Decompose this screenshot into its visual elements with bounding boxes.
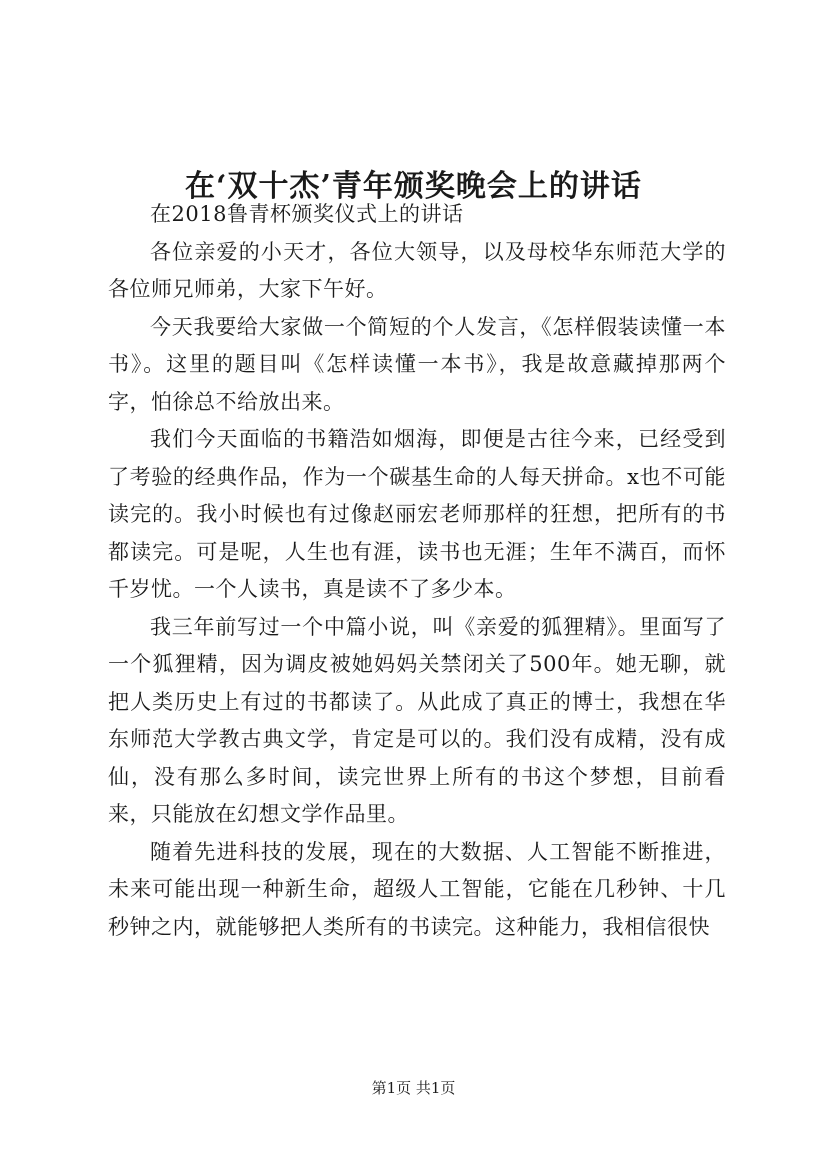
paragraph-topic: 今天我要给大家做一个简短的个人发言，《怎样假装读懂一本书》。这里的题目叫《怎样读懂一本书》，我是故意藏掉那两个字，怕徐总不给放出来。 xyxy=(108,314,726,414)
paragraph-greeting: 各位亲爱的小天才，各位大领导，以及母校华东师范大学的各位师兄师弟，大家下午好。 xyxy=(108,239,726,301)
paragraph-ai: 随着先进科技的发展，现在的大数据、人工智能不断推进，未来可能出现一种新生命，超级人工智能，它能在几秒钟、十几秒钟之内，就能够把人类所有的书读完。这种能力，我相信很快 xyxy=(108,839,726,939)
paragraph-books: 我们今天面临的书籍浩如烟海，即便是古往今来，已经受到了考验的经典作品，作为一个碳基生命的人每天拼命。x也不可能读完的。我小时候也有过像赵丽宏老师那样的狂想，把所有的书都读完。可是呢，人生也有涯，读书也无涯；生年不满百，而怀千岁忧。一个人读书，真是读不了多少本。 xyxy=(108,427,726,601)
paragraph-subtitle: 在2018鲁青杯颁奖仪式上的讲话 xyxy=(150,202,464,226)
page-number-footer: 第1页 共1页 xyxy=(371,1079,456,1097)
paragraph-novel: 我三年前写过一个中篇小说，叫《亲爱的狐狸精》。里面写了一个狐狸精，因为调皮被她妈妈关禁闭关了500年。她无聊，就把人类历史上有过的书都读了。从此成了真正的博士，我想在华东师范大学教古典文学，肯定是可以的。我们没有成精，没有成仙，没有那么多时间，读完世界上所有的书这个梦想，目前看来，只能放在幻想文学作品里。 xyxy=(108,614,726,826)
document-title: 在‘双十杰’青年颁奖晚会上的讲话 xyxy=(185,169,642,205)
document-body xyxy=(108,196,726,946)
